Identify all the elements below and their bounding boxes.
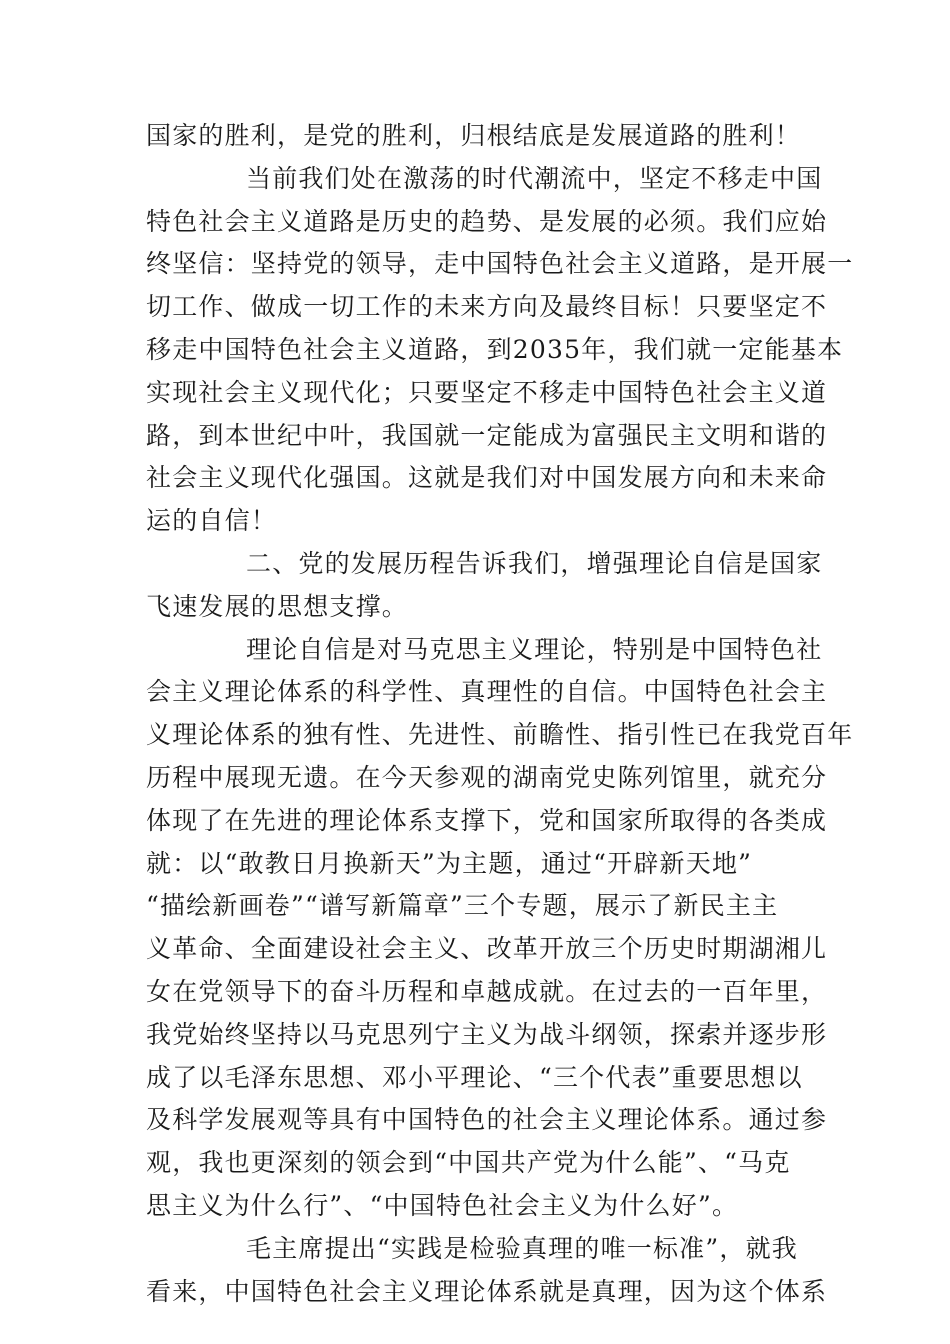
text-line: 女在党领导下的奋斗历程和卓越成就。在过去的一百年里， bbox=[146, 976, 828, 1006]
paragraph-start-line: 当前我们处在激荡的时代潮流中，坚定不移走中国 bbox=[246, 163, 823, 193]
text-line: 历程中展现无遗。在今天参观的湖南党史陈列馆里，就充分 bbox=[146, 762, 828, 792]
text-line: 我党始终坚持以马克思列宁主义为战斗纲领，探索并逐步形 bbox=[146, 1019, 828, 1049]
text-line: “描绘新画卷”“谱写新篇章”三个专题，展示了新民主主 bbox=[146, 891, 779, 921]
text-line: 义理论体系的独有性、先进性、前瞻性、指引性已在我党百年 bbox=[146, 720, 854, 750]
text-line: 终坚信：坚持党的领导，走中国特色社会主义道路，是开展一 bbox=[146, 249, 854, 279]
text-line: 观，我也更深刻的领会到“中国共产党为什么能”、“马克 bbox=[146, 1148, 791, 1178]
text-line: 切工作、做成一切工作的未来方向及最终目标！只要坚定不 bbox=[146, 292, 828, 322]
text-line: 就：以“敢教日月换新天”为主题，通过“开辟新天地” bbox=[146, 848, 753, 878]
text-line: 运的自信！ bbox=[146, 506, 278, 536]
text-line: 实现社会主义现代化；只要坚定不移走中国特色社会主义道 bbox=[146, 377, 828, 407]
section-heading-line: 飞速发展的思想支撑。 bbox=[146, 591, 409, 621]
text-line: 移走中国特色社会主义道路，到2035年，我们就一定能基本 bbox=[146, 334, 844, 364]
text-line: 看来，中国特色社会主义理论体系就是真理，因为这个体系 bbox=[146, 1276, 828, 1306]
text-line: 特色社会主义道路是历史的趋势、是发展的必须。我们应始 bbox=[146, 206, 828, 236]
text-line: 成了以毛泽东思想、邓小平理论、“三个代表”重要思想以 bbox=[146, 1062, 803, 1092]
text-line: 义革命、全面建设社会主义、改革开放三个历史时期湖湘儿 bbox=[146, 934, 828, 964]
text-line: 思主义为什么行”、“中国特色社会主义为什么好”。 bbox=[146, 1190, 739, 1220]
text-line: 路，到本世纪中叶，我国就一定能成为富强民主文明和谐的 bbox=[146, 420, 828, 450]
text-line: 社会主义现代化强国。这就是我们对中国发展方向和未来命 bbox=[146, 463, 828, 493]
paragraph-start-line: 毛主席提出“实践是检验真理的唯一标准”，就我 bbox=[246, 1233, 798, 1263]
text-line: 会主义理论体系的科学性、真理性的自信。中国特色社会主 bbox=[146, 677, 828, 707]
text-line: 国家的胜利，是党的胜利，归根结底是发展道路的胜利！ bbox=[146, 121, 802, 150]
section-heading-line: 二、党的发展历程告诉我们，增强理论自信是国家 bbox=[246, 548, 823, 578]
document-body bbox=[146, 115, 854, 1313]
paragraph-start-line: 理论自信是对马克思主义理论，特别是中国特色社 bbox=[246, 634, 823, 664]
text-line: 体现了在先进的理论体系支撑下，党和国家所取得的各类成 bbox=[146, 805, 828, 835]
text-line: 及科学发展观等具有中国特色的社会主义理论体系。通过参 bbox=[146, 1105, 828, 1135]
